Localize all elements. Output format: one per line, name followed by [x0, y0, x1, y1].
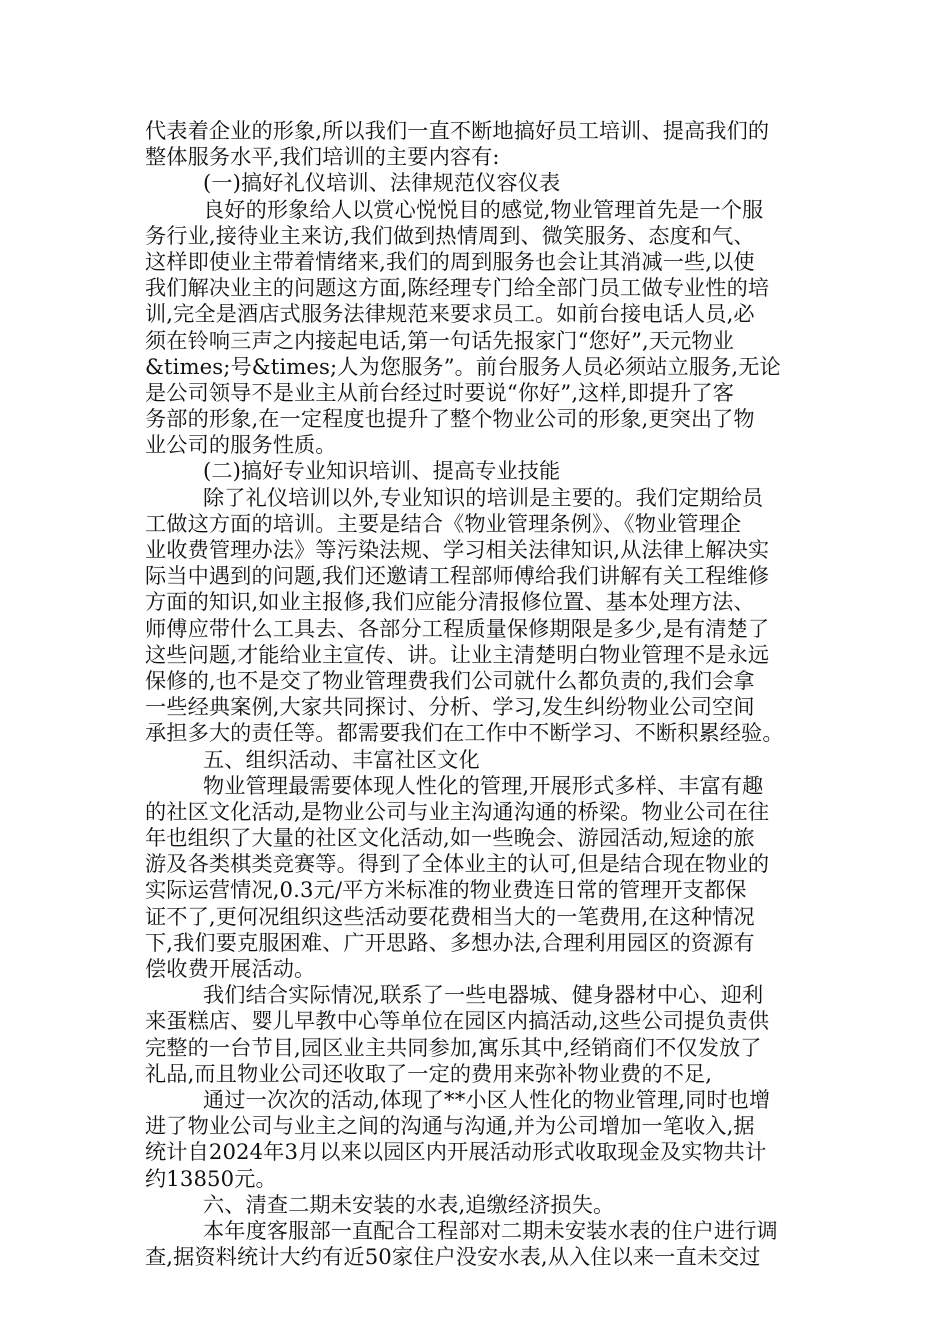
- text-line: 完整的一台节目,园区业主共同参加,寓乐其中,经销商们不仅发放了: [145, 1034, 762, 1060]
- text-line: 是公司领导不是业主从前台经过时要说“你好”,这样,即提升了客: [145, 379, 735, 405]
- text-line: 偿收费开展活动。: [145, 956, 316, 981]
- text-line: 下,我们要克服困难、广开思路、多想办法,合理利用园区的资源有: [145, 929, 755, 955]
- document-page: [145, 118, 807, 1270]
- text-line: 务行业,接待业主来访,我们做到热情周到、微笑服务、态度和气、: [145, 222, 755, 248]
- text-line: 六、清查二期未安装的水表,追缴经济损失。: [203, 1191, 615, 1217]
- text-line: 一些经典案例,大家共同探讨、分析、学习,发生纠纷物业公司空间: [145, 694, 755, 720]
- text-line: 实际运营情况,0.3元/平方米标准的物业费连日常的管理开支都保: [145, 877, 747, 903]
- text-line: 我们结合实际情况,联系了一些电器城、健身器材中心、迎利: [203, 982, 764, 1008]
- text-line: 统计自2024年3月以来以园区内开展活动形式收取现金及实物共计: [145, 1139, 767, 1165]
- text-line: 训,完全是酒店式服务法律规范来要求员工。如前台接电话人员,必: [145, 301, 755, 327]
- text-line: 保修的,也不是交了物业管理费我们公司就什么都负责的,我们会拿: [145, 667, 755, 693]
- text-line: 游及各类棋类竞赛等。得到了全体业主的认可,但是结合现在物业的: [145, 851, 770, 877]
- text-line: 代表着企业的形象,所以我们一直不断地搞好员工培训、提高我们的: [145, 118, 770, 143]
- text-line: 承担多大的责任等。都需要我们在工作中不断学习、不断积累经验。: [145, 720, 784, 746]
- text-line: 物业管理最需要体现人性化的管理,开展形式多样、丰富有趣: [203, 772, 764, 798]
- text-line: 须在铃响三声之内接起电话,第一句话先报家门“您好”,天元物业: [145, 327, 735, 353]
- text-line: 五、组织活动、丰富社区文化: [203, 746, 480, 772]
- text-line: 来蛋糕店、婴儿早教中心等单位在园区内搞活动,这些公司提负责供: [145, 1008, 770, 1034]
- text-line: 良好的形象给人以赏心悦悦目的感觉,物业管理首先是一个服: [203, 196, 764, 222]
- text-line: 整体服务水平,我们培训的主要内容有:: [145, 144, 500, 170]
- text-line: 通过一次次的活动,体现了**小区人性化的物业管理,同时也增: [203, 1086, 771, 1112]
- text-line: 进了物业公司与业主之间的沟通与沟通,并为公司增加一笔收入,据: [145, 1113, 755, 1139]
- text-line: 方面的知识,如业主报修,我们应能分清报修位置、基本处理方法、: [145, 589, 755, 615]
- text-line: 约13850元。: [145, 1165, 277, 1191]
- text-line: 除了礼仪培训以外,专业知识的培训是主要的。我们定期给员: [203, 484, 764, 510]
- text-line: 年也组织了大量的社区文化活动,如一些晚会、游园活动,短途的旅: [145, 825, 755, 851]
- text-line: 这样即使业主带着情绪来,我们的周到服务也会让其消减一些,以使: [145, 248, 755, 274]
- text-line: (二)搞好专业知识培训、提高专业技能: [203, 458, 561, 484]
- text-line: 查,据资料统计大约有近50家住户没安水表,从入住以来一直未交过: [145, 1244, 761, 1270]
- text-line: 证不了,更何况组织这些活动要花费相当大的一笔费用,在这种情况: [145, 903, 755, 929]
- text-line: 务部的形象,在一定程度也提升了整个物业公司的形象,更突出了物: [145, 406, 755, 432]
- text-line: 礼品,而且物业公司还收取了一定的费用来弥补物业费的不足,: [145, 1060, 713, 1086]
- text-line: 际当中遇到的问题,我们还邀请工程部师傅给我们讲解有关工程维修: [145, 563, 770, 589]
- text-line: 师傅应带什么工具去、各部分工程质量保修期限是多少,是有清楚了: [145, 615, 770, 641]
- text-line: (一)搞好礼仪培训、法律规范仪容仪表: [203, 170, 561, 196]
- text-line: 业收费管理办法》等污染法规、学习相关法律知识,从法律上解决实: [145, 537, 770, 562]
- text-line: 业公司的服务性质。: [145, 432, 337, 458]
- text-line: 这些问题,才能给业主宣传、讲。让业主清楚明白物业管理不是永远: [145, 641, 770, 667]
- text-line: 我们解决业主的问题这方面,陈经理专门给全部门员工做专业性的培: [145, 275, 770, 301]
- text-line: &times;号&times;人为您服务”。前台服务人员必须站立服务,无论: [145, 353, 781, 379]
- text-line: 本年度客服部一直配合工程部对二期未安装水表的住户进行调: [203, 1217, 778, 1243]
- text-line: 工做这方面的培训。主要是结合《物业管理条例》、《物业管理企: [145, 510, 742, 536]
- text-line: 的社区文化活动,是物业公司与业主沟通沟通的桥梁。物业公司在往: [145, 798, 770, 824]
